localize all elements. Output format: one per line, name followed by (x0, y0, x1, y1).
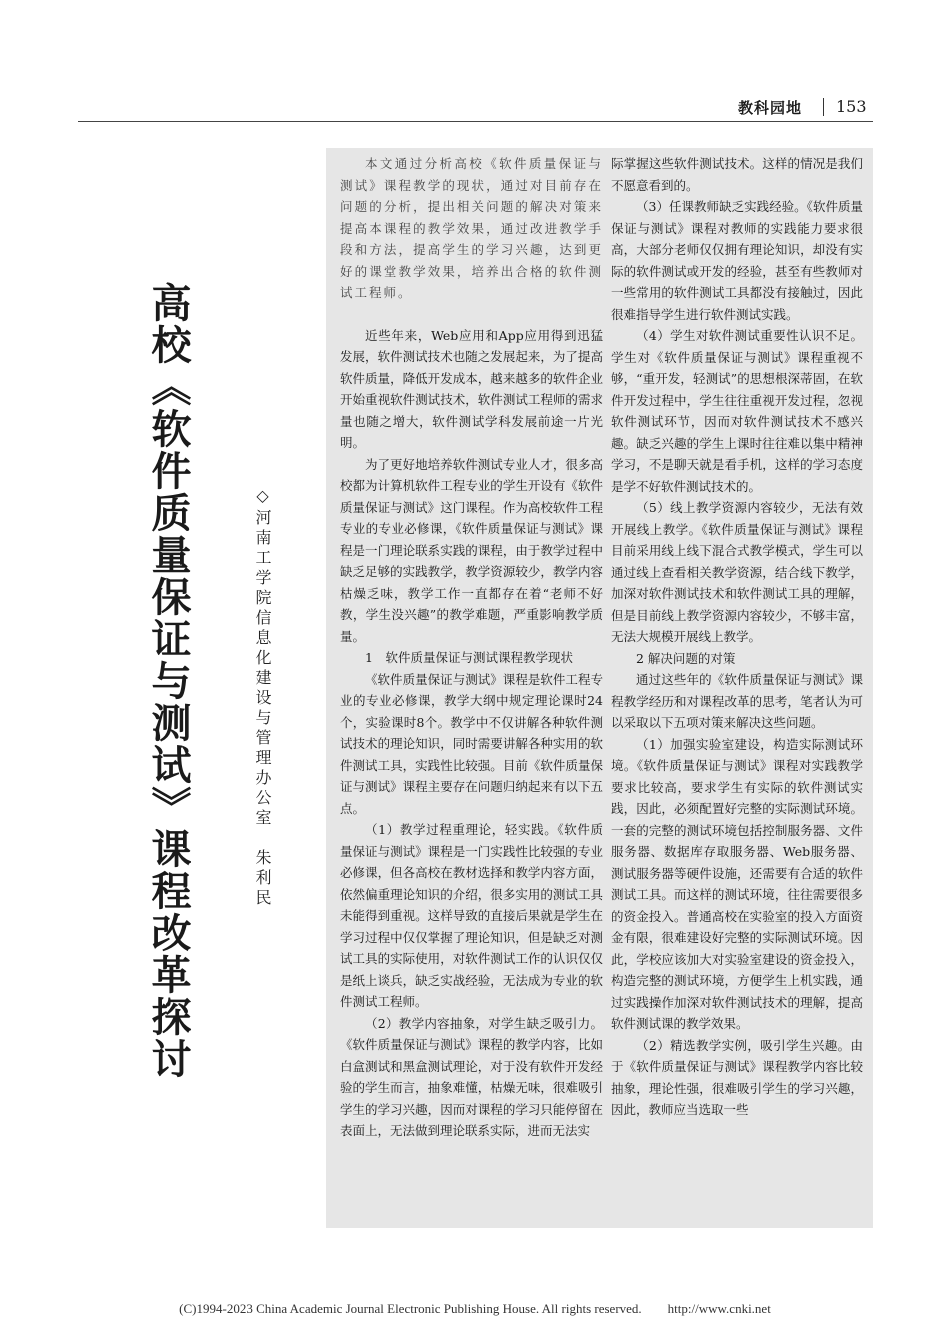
paragraph: （2）精选教学实例，吸引学生兴趣。由于《软件质量保证与测试》课程教学内容比较抽象，理论性强，很难吸引学生的学习兴趣，因此，教师应当选取一些 (611, 1037, 863, 1117)
abstract: 本文通过分析高校《软件质量保证与测试》课程教学的现状，通过对目前存在问题的分析，提出相关问题的解决对策来提高本课程的教学效果，通过改进教学手段和方法，提高学生的学习兴趣，达到更好的课堂教学效果，培养出合格的软件测试工程师。 (340, 156, 603, 300)
paragraph: （4）学生对软件测试重要性认识不足。学生对《软件质量保证与测试》课程重视不够，“重开发，轻测试”的思想根深蒂固，在软件开发过程中，学生往往重视开发过程，忽视软件测试环节，因而对软件测试技术不感兴趣。缺乏兴趣的学生上课时往往难以集中精神学习，不是聊天就是看手机，这样的学习态度是学不好软件测试技术的。 (611, 328, 863, 494)
journal-section-name: 教科园地 (738, 99, 803, 117)
paragraph: 《软件质量保证与测试》课程是软件工程专业的专业必修课，教学大纲中规定理论课时24个，实验课时8个。教学中不仅讲解各种软件测试技术的理论知识，同时需要讲解各种实用的软件测试工具，实践性比较强。目前《软件质量保证与测试》课程主要存在问题归纳起来有以下五点。 (340, 671, 603, 816)
article-title: 高校《软件质量保证与测试》课程改革探讨 (145, 282, 191, 1080)
paragraph: （2）教学内容抽象，对学生缺乏吸引力。《软件质量保证与测试》课程的教学内容，比如白盒测试和黑盒测试理论，对于没有软件开发经验的学生而言，抽象难懂，枯燥无味，很难吸引学生的学习兴趣，因而对课程的学习只能停留在表面上，无法做到理论联系实际，进而无法实 (340, 1015, 603, 1138)
author-affiliation: ◇河南工学院信息化建设与管理办公室 朱利民 (253, 486, 272, 909)
paragraph: 为了更好地培养软件测试专业人才，很多高校都为计算机软件工程专业的学生开设有《软件质量保证与测试》这门课程。作为高校软件工程专业的专业必修课，《软件质量保证与测试》课程是一门理论联系实践的课程，由于教学过程中缺乏足够的实践教学，教学资源较少，教学内容枯燥乏味，教学工作一直都存在着“老师不好教，学生没兴趣”的教学难题，严重影响教学质量。 (340, 456, 603, 644)
section-heading: 2 解决问题的对策 (636, 650, 736, 666)
page-number: 153 (836, 97, 867, 116)
paragraph: （1）教学过程重理论，轻实践。《软件质量保证与测试》课程是一门实践性比较强的专业必修课，但各高校在教材选择和教学内容方面，依然偏重理论知识的介绍，很多实用的测试工具未能得到重视。这样导致的直接后果就是学生在学习过程中仅仅掌握了理论知识，但是缺乏对测试工具的实际使用，对软件测试工作的认识仅仅是纸上谈兵，缺乏实战经验，无法成为专业的软件测试工程师。 (340, 822, 603, 1009)
paragraph: （5）线上教学资源内容较少，无法有效开展线上教学。《软件质量保证与测试》课程目前采用线上线下混合式教学模式，学生可以通过线上查看相关教学资源，结合线下教学，加深对软件测试技术和软件测试工具的理解，但是目前线上教学资源内容较少，不够丰富，无法大规模开展线上教学。 (611, 500, 863, 644)
right-column (611, 153, 863, 1121)
paragraph: 通过这些年的《软件质量保证与测试》课程教学经历和对课程改革的思考，笔者认为可以采取以下五项对策来解决这些问题。 (611, 672, 863, 730)
copyright-footer: (C)1994-2023 China Academic Journal Electronic Publishing House. All rights reserved. http://www.cnki.net (179, 1301, 771, 1316)
section-heading: 1 软件质量保证与测试课程教学现状 (365, 650, 573, 665)
header-separator (823, 98, 824, 116)
paragraph: （3）任课教师缺乏实践经验。《软件质量保证与测试》课程对教师的实践能力要求很高，大部分老师仅仅拥有理论知识，却没有实际的软件测试或开发的经验，甚至有些教师对一些常用的软件测试工具都没有接触过，因此很难指导学生进行软件测试实践。 (611, 199, 863, 322)
paragraph: （1）加强实验室建设，构造实际测试环境。《软件质量保证与测试》课程对实践教学要求比较高，要求学生有实际的软件测试实践，因此，必须配置好完整的实际测试环境。一套的完整的测试环境包括控制服务器、文件服务器、数据库存取服务器、Web服务器、测试服务器等硬件设施，还需要有合适的软件测试工具。而这样的测试环境，往往需要很多的资金投入。普通高校在实验室的投入方面资金有限，很难建设好完整的实际测试环境。因此，学校应该加大对实验室建设的资金投入，构造完整的测试环境，方便学生上机实践，通过实践操作加深对软件测试技术的理解，提高软件测试课的教学效果。 (611, 736, 863, 1031)
left-column (340, 153, 603, 1142)
paragraph: 近些年来，Web应用和App应用得到迅猛发展，软件测试技术也随之发展起来，为了提高软件质量，降低开发成本，越来越多的软件企业开始重视软件测试技术，软件测试工程师的需求量也随之增大，软件测试学科发展前途一片光明。 (340, 327, 603, 450)
header-rule (78, 121, 873, 122)
paragraph: 际掌握这些软件测试技术。这样的情况是我们不愿意看到的。 (611, 156, 863, 193)
